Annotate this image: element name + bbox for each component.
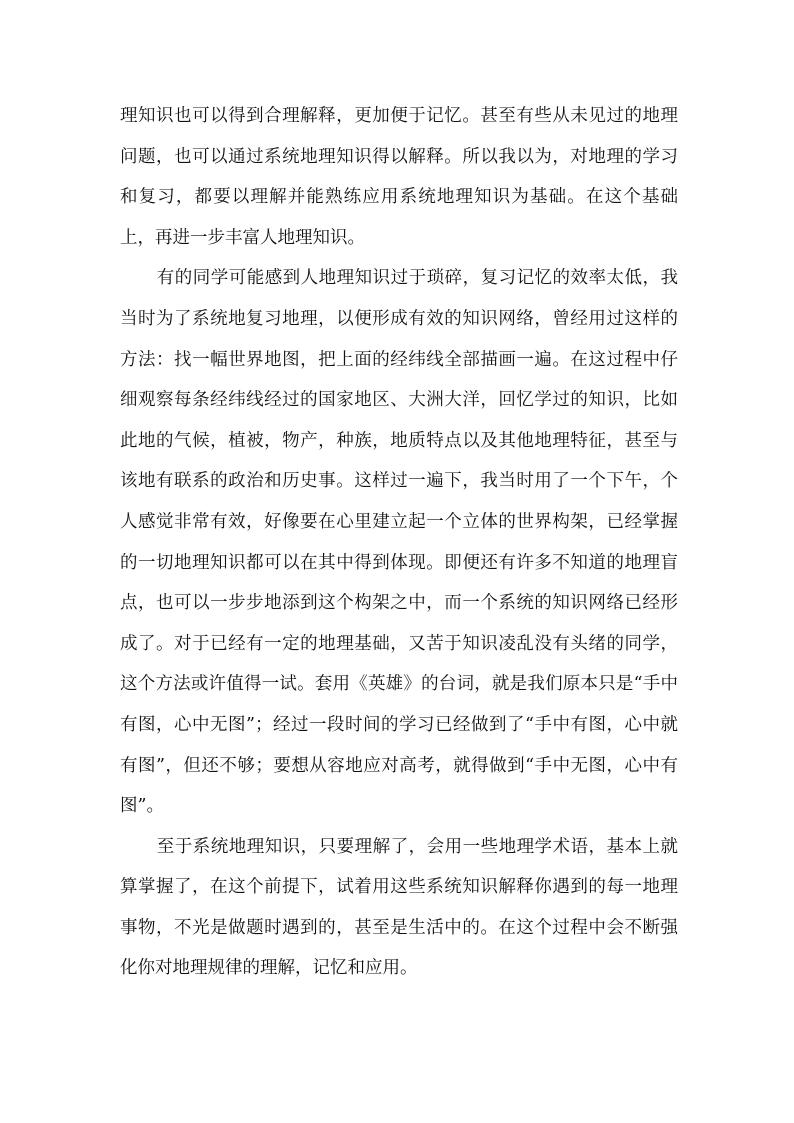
document-page — [120, 96, 678, 989]
paragraph-world-map-method: 有的同学可能感到人地理知识过于琐碎，复习记忆的效率太低，我当时为了系统地复习地理，以便形成有效的知识网络，曾经用过这样的方法：找一幅世界地图，把上面的经纬线全部描画一遍。在这过程中仔细观察每条经纬线经过的国家地区、大洲大洋，回忆学过的知识，比如此地的气候，植被，物产，种族，地质特点以及其他地理特征，甚至与该地有联系的政治和历史事。这样过一遍下，我当时用了一个下午，个人感觉非常有效，好像要在心里建立起一个立体的世界构架，已经掌握的一切地理知识都可以在其中得到体现。即便还有许多不知道的地理盲点，也可以一步步地添到这个构架之中，而一个系统的知识网络已经形成了。对于已经有一定的地理基础，又苦于知识凌乱没有头绪的同学，这个方法或许值得一试。套用《英雄》的台词，就是我们原本只是“手中有图，心中无图”；经过一段时间的学习已经做到了“手中有图，心中就有图”，但还不够；要想从容地应对高考，就得做到“手中无图，心中有图”。 — [120, 268, 678, 817]
paragraph-systematic-geography: 至于系统地理知识，只要理解了，会用一些地理学术语，基本上就算掌握了，在这个前提下，试着用这些系统知识解释你遇到的每一地理事物，不光是做题时遇到的，甚至是生活中的。在这个过程中会不断强化你对地理规律的理解，记忆和应用。 — [120, 836, 678, 979]
paragraph-continuation: 理知识也可以得到合理解释，更加便于记忆。甚至有些从未见过的地理问题，也可以通过系统地理知识得以解释。所以我以为，对地理的学习和复习，都要以理解并能熟练应用系统地理知识为基础。在这个基础上，再进一步丰富人地理知识。 — [120, 106, 678, 248]
